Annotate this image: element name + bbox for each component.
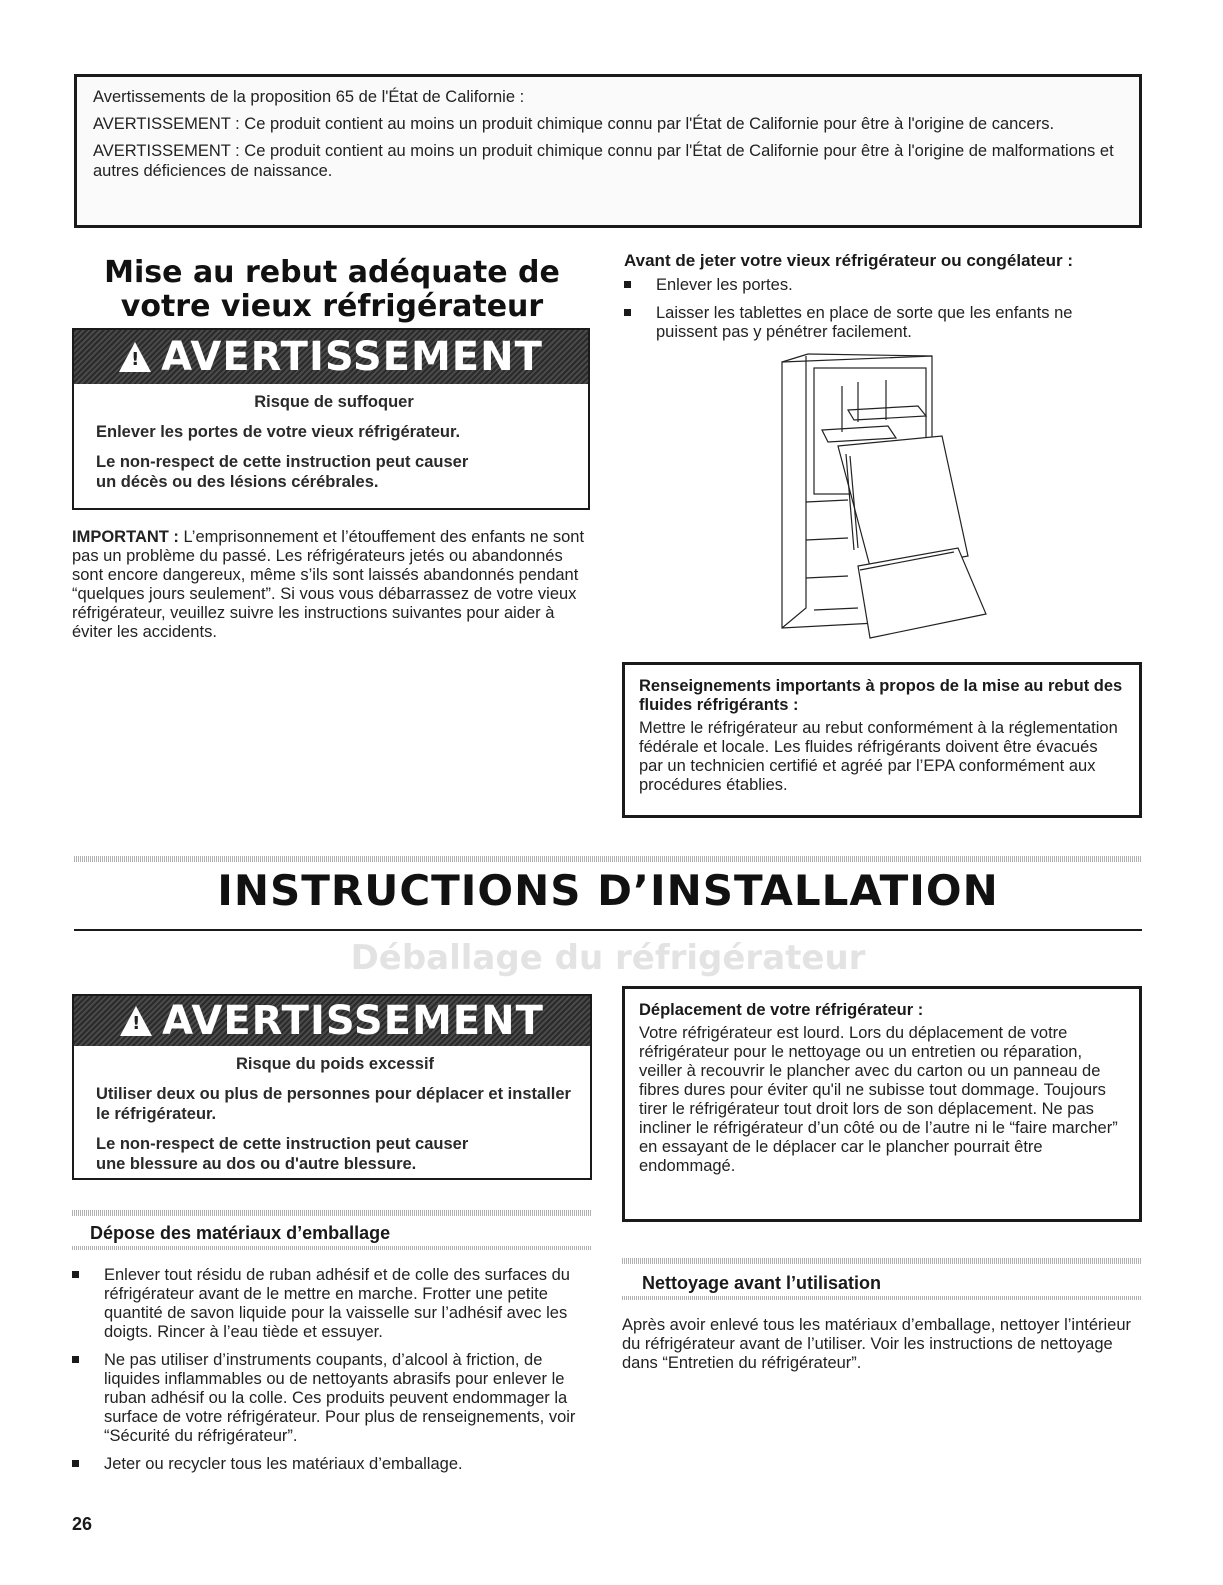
divider-dotted bbox=[622, 1258, 1142, 1264]
unpacking-subtitle: Déballage du réfrigérateur bbox=[350, 938, 866, 978]
moving-heading: Déplacement de votre réfrigérateur : bbox=[639, 1001, 924, 1019]
cleaning-heading: Nettoyage avant l’utilisation bbox=[642, 1273, 882, 1293]
prop65-heading: Avertissements de la proposition 65 de l'État de Californie : bbox=[93, 88, 525, 106]
warning-banner bbox=[74, 330, 588, 384]
prop65-cancer-warning: AVERTISSEMENT : Ce produit contient au moins un produit chimique connu par l'État de Californie pour être à l'origine de cancers. bbox=[93, 115, 1055, 133]
disposal-title bbox=[78, 256, 586, 324]
prop65-warning-box bbox=[74, 74, 1142, 228]
warning-consequence-line1: Le non-respect de cette instruction peut causer bbox=[96, 453, 469, 471]
installation-title: INSTRUCTIONS D’INSTALLATION bbox=[217, 866, 999, 915]
refrigerant-heading: Renseignements importants à propos de la mise au rebut des fluides réfrigérants : bbox=[639, 677, 1123, 714]
important-text: L’emprisonnement et l’étouffement des enfants ne sont pas un problème du passé. Les réfrigérateurs jetés ou abandonnés sont encore dangereux, même s’ils sont laissés abandonnés pendant “quelques jours seulement”. Si vous vous débarrassez de votre vieux réfrigérateur, veuillez suivre les instructions suivantes pour aider à éviter les accidents. bbox=[72, 528, 585, 641]
list-item: Enlever tout résidu de ruban adhésif et de colle des surfaces du réfrigérateur avant de le mettre en marche. Frotter une petite quantité de savon liquide pour la vaisselle sur l’adhésif avec les doigts. Rincer à l’eau tiède et essuyer. bbox=[72, 1266, 592, 1342]
important-label: IMPORTANT : bbox=[72, 528, 179, 546]
prop65-birth-defect-warning: AVERTISSEMENT : Ce produit contient au moins un produit chimique connu par l'État de Californie pour être à l'origine de malformations et autres déficiences de naissance. bbox=[93, 142, 1114, 180]
warning-triangle-icon: ! bbox=[120, 1006, 152, 1036]
packaging-list bbox=[72, 1266, 592, 1483]
page-number: 26 bbox=[72, 1514, 93, 1534]
disposal-title-line1: Mise au rebut adéquate de bbox=[104, 255, 560, 290]
warning-consequence-line2: une blessure au dos ou d'autre blessure. bbox=[96, 1155, 417, 1173]
warning-banner bbox=[74, 996, 590, 1046]
divider-dotted bbox=[72, 1246, 592, 1250]
before-discarding-heading: Avant de jeter votre vieux réfrigérateur ou congélateur : bbox=[624, 251, 1074, 270]
warning-consequence-line1: Le non-respect de cette instruction peut causer bbox=[96, 1135, 469, 1153]
warning-body bbox=[74, 384, 588, 502]
list-item: Jeter ou recycler tous les matériaux d’emballage. bbox=[72, 1455, 592, 1474]
warning-banner-text: AVERTISSEMENT bbox=[162, 998, 544, 1044]
refrigerator-doors-removed-illustration bbox=[778, 352, 992, 642]
warning-hazard: Risque de suffoquer bbox=[254, 393, 414, 411]
weight-warning-box bbox=[72, 994, 592, 1180]
warning-consequence bbox=[96, 452, 572, 492]
suffocation-warning-box bbox=[72, 328, 590, 510]
divider-dotted bbox=[72, 1210, 592, 1216]
list-item: Ne pas utiliser d’instruments coupants, d’alcool à friction, de liquides inflammables ou de nettoyants abrasifs pour enlever le ruban adhésif ou la colle. Ces produits peuvent endommager la surface de votre réfrigérateur. Pour plus de renseignements, voir “Sécurité du réfrigérateur”. bbox=[72, 1351, 592, 1446]
moving-refrigerator-box bbox=[622, 986, 1142, 1222]
before-discarding-section bbox=[624, 250, 1124, 351]
cleaning-text: Après avoir enlevé tous les matériaux d’emballage, nettoyer l’intérieur du réfrigérateur avant de l’utiliser. Voir les instructions de nettoyage dans “Entretien du réfrigérateur”. bbox=[622, 1316, 1132, 1372]
warning-consequence-line2: un décès ou des lésions cérébrales. bbox=[96, 473, 379, 491]
before-discarding-list bbox=[624, 276, 1124, 342]
warning-consequence bbox=[96, 1134, 574, 1174]
packaging-heading: Dépose des matériaux d’emballage bbox=[90, 1223, 391, 1243]
divider-dotted bbox=[74, 856, 1142, 862]
refrigerant-text: Mettre le réfrigérateur au rebut conformément à la réglementation fédérale et locale. Les fluides réfrigérants doivent être évacués par un technicien certifié et agréé par l’EPA conformément aux procédures établies. bbox=[639, 719, 1118, 794]
warning-triangle-icon: ! bbox=[119, 342, 151, 372]
warning-instruction: Enlever les portes de votre vieux réfrigérateur. bbox=[96, 423, 461, 441]
list-item: Enlever les portes. bbox=[624, 276, 1124, 295]
important-paragraph bbox=[72, 528, 592, 642]
divider-dotted bbox=[622, 1296, 1142, 1300]
disposal-title-line2: votre vieux réfrigérateur bbox=[120, 289, 544, 324]
refrigerant-disposal-box bbox=[622, 662, 1142, 818]
warning-body bbox=[74, 1046, 590, 1184]
divider-solid bbox=[74, 929, 1142, 931]
warning-hazard: Risque du poids excessif bbox=[235, 1055, 435, 1073]
list-item: Laisser les tablettes en place de sorte que les enfants ne puissent pas y pénétrer facilement. bbox=[624, 304, 1124, 342]
warning-banner-text: AVERTISSEMENT bbox=[161, 334, 543, 380]
moving-text: Votre réfrigérateur est lourd. Lors du déplacement de votre réfrigérateur pour le nettoyage ou un entretien ou réparation, veiller à recouvrir le plancher avec du carton ou un panneau de fibres dures pour éviter qu'il ne subisse tout dommage. Toujours tirer le réfrigérateur tout droit lors de son déplacement. Ne pas incliner le réfrigérateur d’un côté ou de l’autre ni le “faire marcher” en essayant de le déplacer car le plancher pourrait être endommagé. bbox=[639, 1024, 1118, 1175]
warning-instruction: Utiliser deux ou plus de personnes pour déplacer et installer le réfrigérateur. bbox=[96, 1085, 571, 1123]
